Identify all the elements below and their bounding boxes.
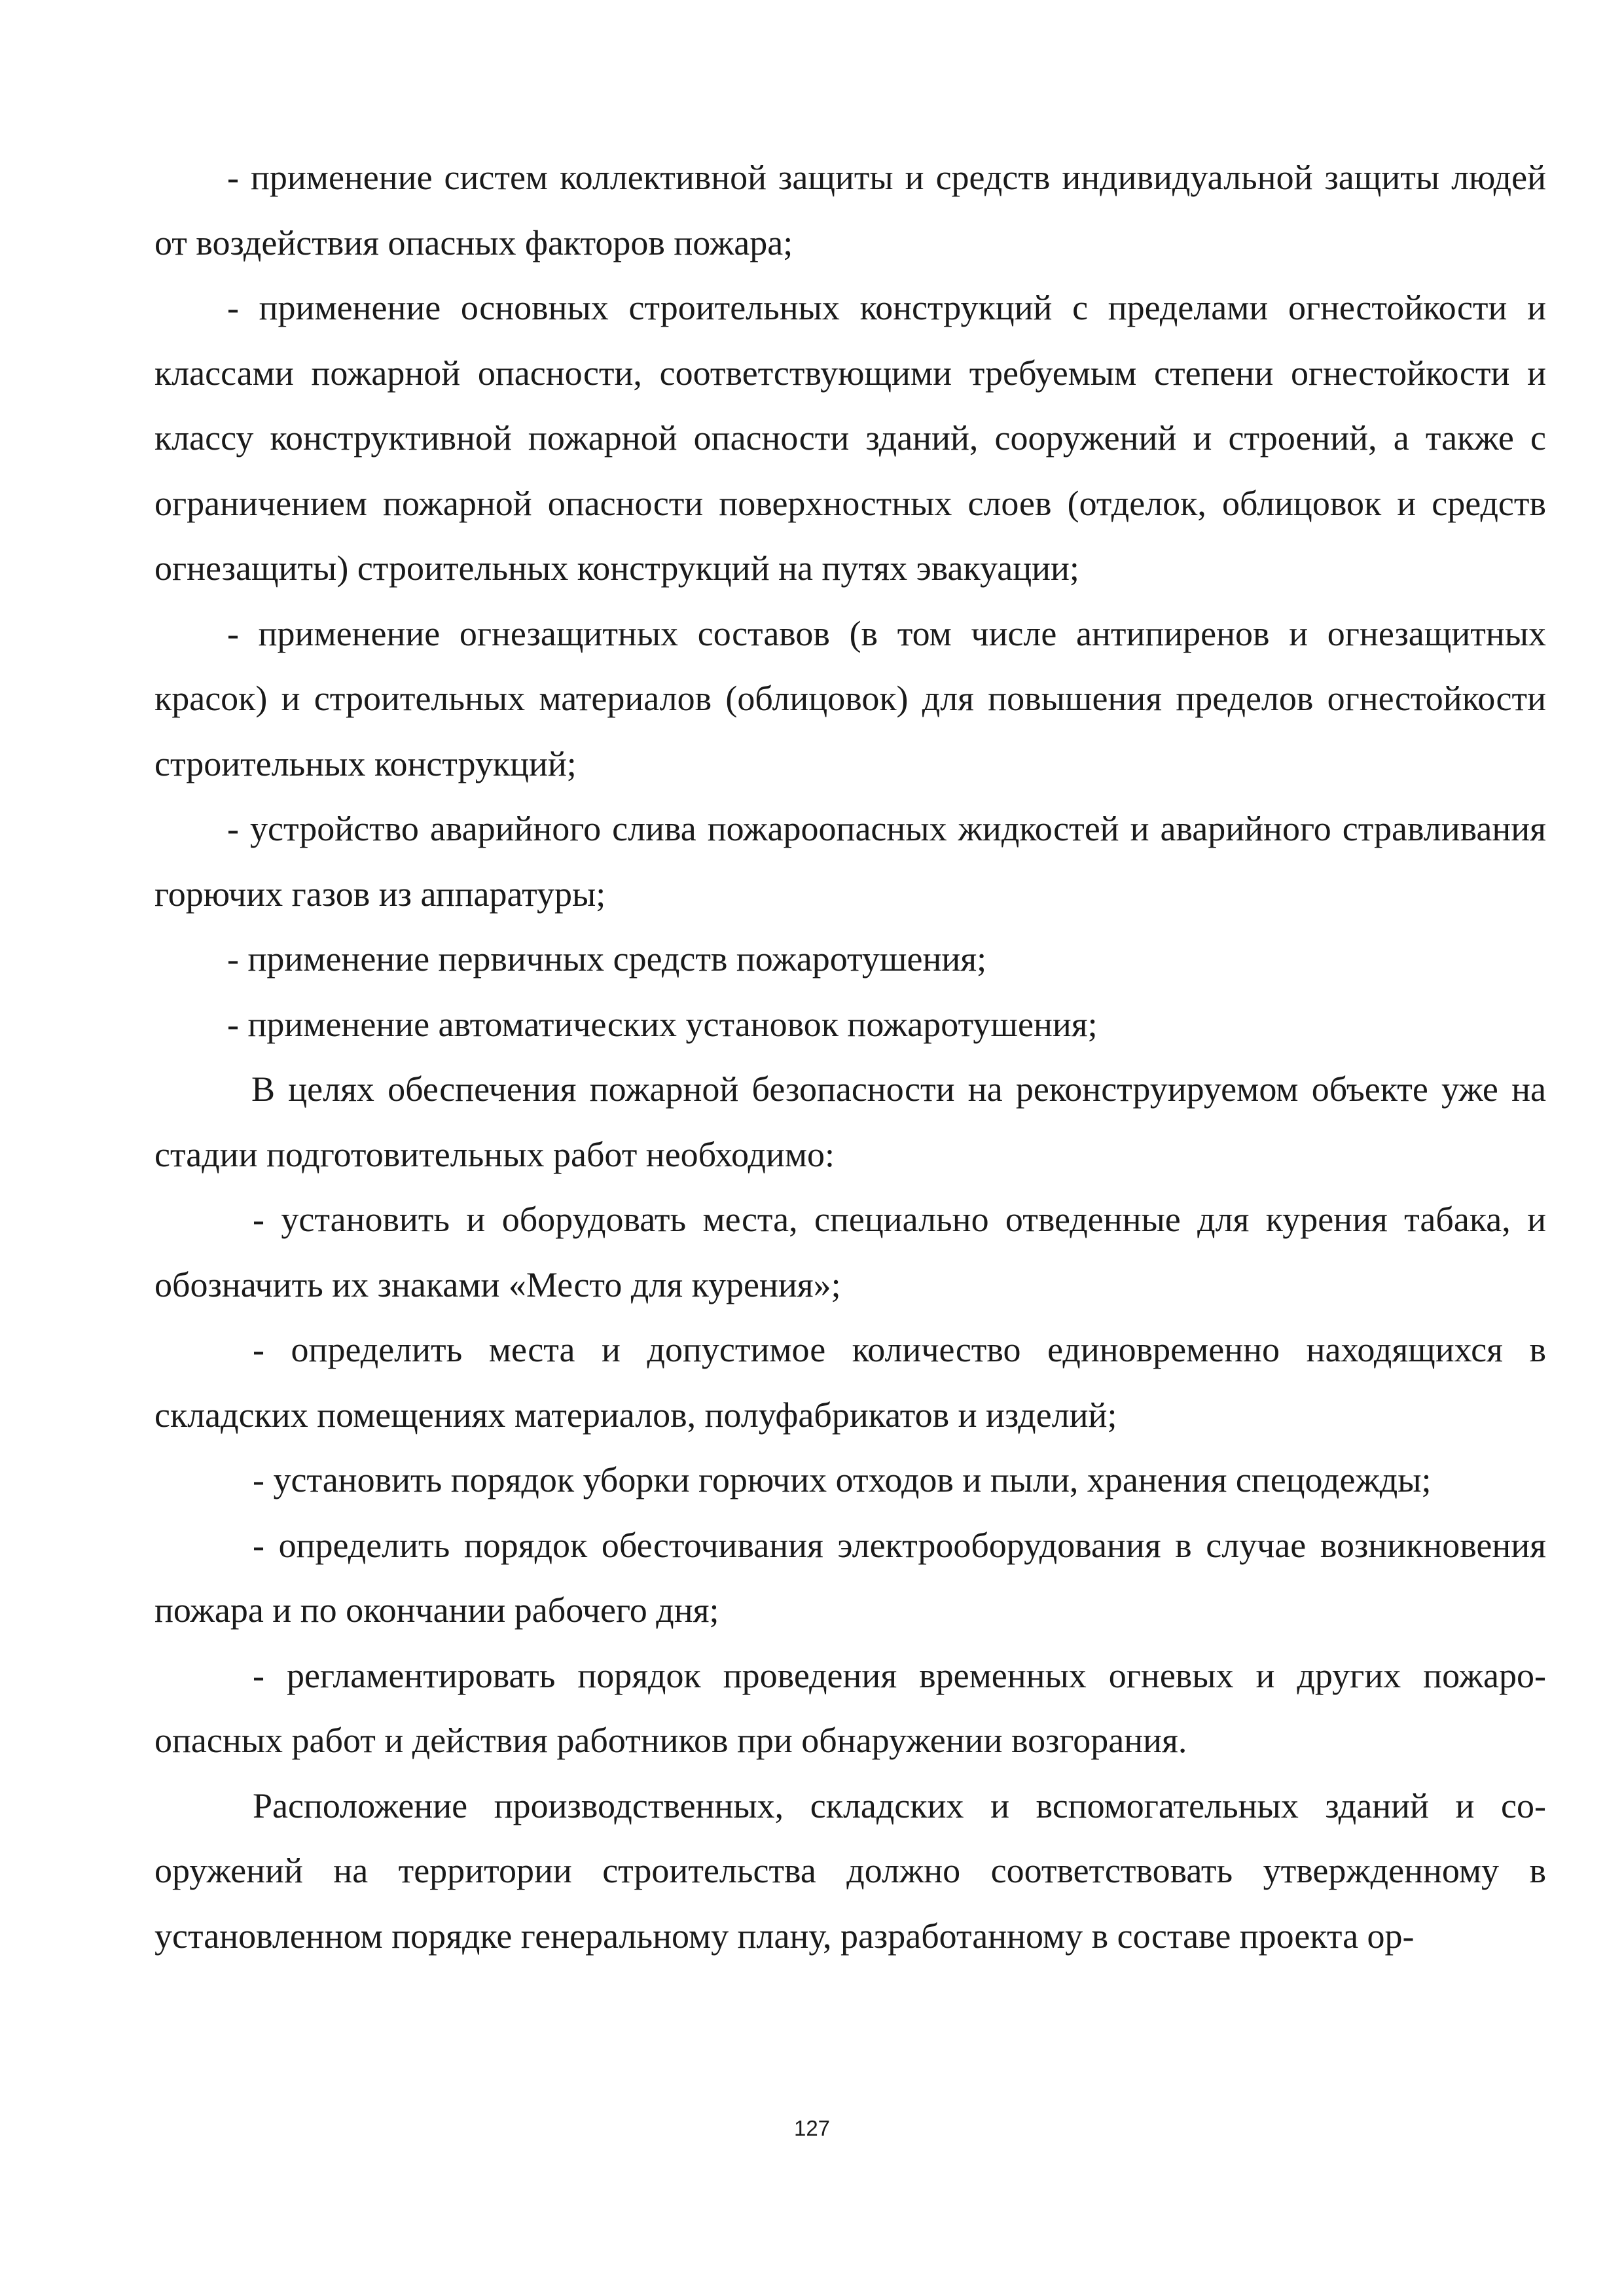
paragraph-10: - установить порядок уборки горючих отходов и пыли, хранения спецодежды; [253, 1460, 1432, 1499]
paragraph-2: - применение основных строительных конструкций с пределами огнестойкости и классами пожарной опасности, соответствующими требуемым степени огнестойкости и классу конструктивной пожарной опасности зданий, сооружений и строений, а также с ограничением пожарной опасности поверхностных слоев (отделок, облицовок и средств огнезащиты) строительных конструкций на путях эвакуации; [154, 288, 1546, 588]
paragraph-5: - применение первичных средств пожаротушения; [227, 939, 987, 978]
body-text [154, 145, 1546, 1969]
paragraph-6: - применение автоматических установок пожаротушения; [227, 1004, 1098, 1044]
paragraph-8: - установить и оборудовать места, специально отведенные для курения табака, и обозначить их знаками «Место для курения»; [154, 1200, 1546, 1304]
paragraph-3: - применение огнезащитных составов (в том числе антипиренов и огнезащитных красок) и строительных материалов (облицовок) для повышения пределов огнестойкости строительных конструкций; [154, 613, 1546, 783]
paragraph-1: - применение систем коллективной защиты и средств индивидуальной защиты людей от воздействия опасных факторов пожара; [154, 158, 1546, 262]
paragraph-9: - определить места и допустимое количество единовременно находящихся в складских помещениях материалов, полуфабрикатов и изделий; [154, 1330, 1546, 1435]
paragraph-12: - регламентировать порядок проведения временных огневых и других пожароопасных работ и действия работников при обнаружении возгорания. [154, 1655, 1546, 1760]
paragraph-11: - определить порядок обесточивания электрооборудования в случае возникновения пожара и по окончании рабочего дня; [154, 1525, 1546, 1630]
paragraph-7: В целях обеспечения пожарной безопасности на реконструируемом объекте уже на стадии подготовительных работ необходимо: [154, 1069, 1546, 1174]
paragraph-13: Расположение производственных, складских и вспомогательных зданий и сооружений на территории строительства должно соответствовать утвержденному в установленном порядке генеральному плану, разработанному в составе проекта ор- [154, 1785, 1546, 1956]
paragraph-4: - устройство аварийного слива пожароопасных жидкостей и аварийного стравливания горючих газов из аппаратуры; [154, 809, 1546, 914]
page-number: 127 [793, 2116, 831, 2140]
